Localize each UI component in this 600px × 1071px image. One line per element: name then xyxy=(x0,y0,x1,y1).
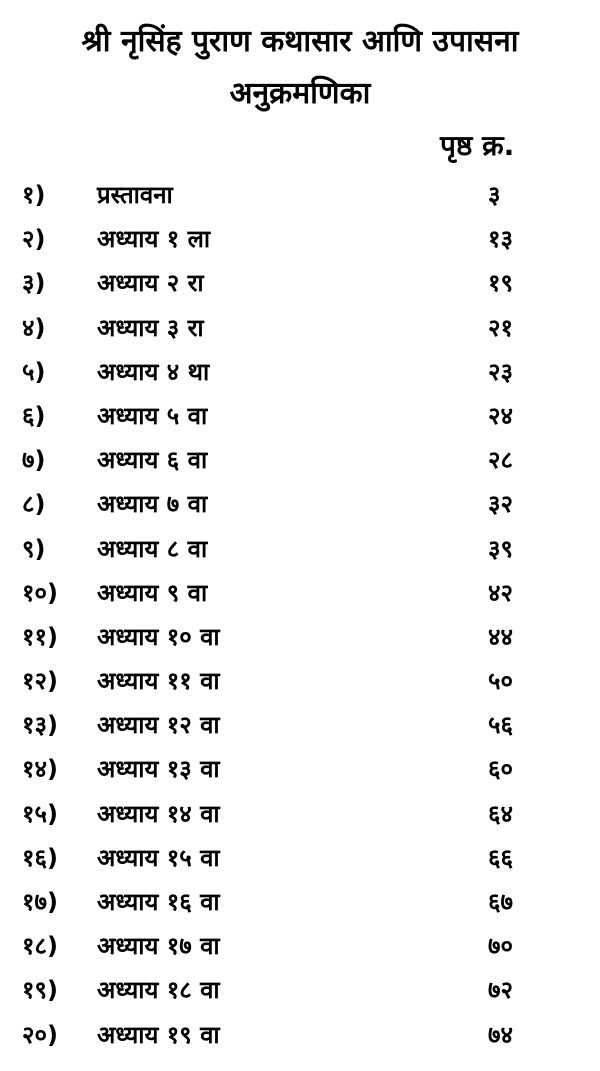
toc-entry-number: ३) xyxy=(22,269,46,298)
toc-entry-title: अध्याय ४ था xyxy=(97,357,210,386)
toc-entry-number: १५) xyxy=(22,799,58,828)
toc-entry-title: प्रस्तावना xyxy=(97,181,173,209)
toc-entry-number: २) xyxy=(22,225,46,254)
toc-entry xyxy=(0,217,600,261)
toc-entry-page-number: ७४ xyxy=(488,1020,513,1049)
toc-entry xyxy=(0,482,600,526)
toc-entry-number: २०) xyxy=(22,1020,58,1049)
toc-entry-page-number: ७२ xyxy=(488,976,513,1005)
toc-entry-title: अध्याय १५ वा xyxy=(97,843,220,872)
toc-entry-number: १२) xyxy=(22,667,58,696)
toc-entry-page-number: २३ xyxy=(488,357,513,386)
toc-entry-page-number: २४ xyxy=(488,401,513,430)
toc-entry-number: १८) xyxy=(22,932,58,961)
toc-entry xyxy=(0,527,600,571)
toc-entry-number: ११) xyxy=(22,622,58,651)
toc-entry-title: अध्याय ७ वा xyxy=(97,490,208,519)
toc-entry-page-number: ३९ xyxy=(488,534,513,563)
toc-entry xyxy=(0,394,600,438)
toc-entry-title: अध्याय २ रा xyxy=(97,269,204,298)
toc-entry xyxy=(0,261,600,305)
toc-entry xyxy=(0,747,600,791)
toc-entry xyxy=(0,571,600,615)
toc-entry xyxy=(0,438,600,482)
toc-entry-title: अध्याय १८ वा xyxy=(97,976,220,1005)
toc-entry xyxy=(0,306,600,350)
toc-entry xyxy=(0,880,600,924)
toc-entry-page-number: ६७ xyxy=(488,888,513,916)
toc-entry-page-number: ७० xyxy=(488,932,513,961)
toc-entry xyxy=(0,968,600,1012)
toc-entry xyxy=(0,615,600,659)
toc-entry-page-number: ६० xyxy=(488,755,513,784)
toc-entry xyxy=(0,792,600,836)
toc-entry-number: ७) xyxy=(22,446,46,475)
toc-entry-number: १९) xyxy=(22,976,58,1005)
page-subtitle: अनुक्रमणिका xyxy=(229,76,371,111)
toc-entry-page-number: ५० xyxy=(488,667,513,696)
toc-entry-page-number: २१ xyxy=(488,313,513,342)
toc-entry-page-number: ५६ xyxy=(488,711,513,740)
toc-entry-title: अध्याय १७ वा xyxy=(97,932,220,961)
toc-entry-page-number: ३२ xyxy=(488,490,513,519)
toc-entry-page-number: १३ xyxy=(488,225,513,254)
toc-entry-title: अध्याय ३ रा xyxy=(97,313,204,342)
toc-entry-number: १७) xyxy=(22,888,58,916)
table-of-contents xyxy=(0,173,600,1057)
toc-entry-page-number: ६४ xyxy=(488,799,513,828)
toc-entry-title: अध्याय १ ला xyxy=(97,225,211,254)
toc-entry-title: अध्याय ९ वा xyxy=(97,578,208,607)
toc-entry-title: अध्याय १० वा xyxy=(97,622,220,651)
toc-entry-page-number: ३ xyxy=(488,181,501,209)
toc-entry-page-number: ४२ xyxy=(488,578,513,607)
toc-entry-title: अध्याय ११ वा xyxy=(97,667,220,696)
toc-entry-number: १४) xyxy=(22,755,58,784)
page-number-column-header: पृष्ठ क्र. xyxy=(440,129,515,162)
toc-entry-title: अध्याय ८ वा xyxy=(97,534,208,563)
toc-entry-title: अध्याय १२ वा xyxy=(97,711,220,740)
toc-entry-number: १३) xyxy=(22,711,58,740)
toc-entry xyxy=(0,173,600,217)
toc-entry xyxy=(0,1013,600,1057)
toc-entry-number: ६) xyxy=(22,401,46,430)
toc-entry-page-number: ४४ xyxy=(488,622,513,651)
toc-entry-number: ५) xyxy=(22,357,46,386)
toc-entry-title: अध्याय १३ वा xyxy=(97,755,220,784)
page-title: श्री नृसिंह पुराण कथासार आणि उपासना xyxy=(81,24,519,59)
toc-entry xyxy=(0,350,600,394)
toc-entry-page-number: ६६ xyxy=(488,843,513,872)
toc-entry-page-number: २८ xyxy=(488,446,513,475)
toc-entry-title: अध्याय १९ वा xyxy=(97,1020,220,1049)
toc-entry-number: ९) xyxy=(22,534,46,563)
toc-entry-number: ८) xyxy=(22,490,46,519)
toc-entry-title: अध्याय १४ वा xyxy=(97,799,220,828)
toc-entry xyxy=(0,836,600,880)
toc-entry-number: १६) xyxy=(22,843,58,872)
toc-entry-title: अध्याय ६ वा xyxy=(97,446,208,475)
toc-entry-title: अध्याय ५ वा xyxy=(97,401,208,430)
toc-entry-number: ४) xyxy=(22,313,46,342)
toc-entry-number: १) xyxy=(22,181,46,209)
toc-entry-number: १०) xyxy=(22,578,58,607)
toc-entry-page-number: १९ xyxy=(488,269,513,298)
toc-entry xyxy=(0,703,600,747)
toc-entry-title: अध्याय १६ वा xyxy=(97,888,220,916)
toc-entry xyxy=(0,924,600,968)
toc-entry xyxy=(0,659,600,703)
